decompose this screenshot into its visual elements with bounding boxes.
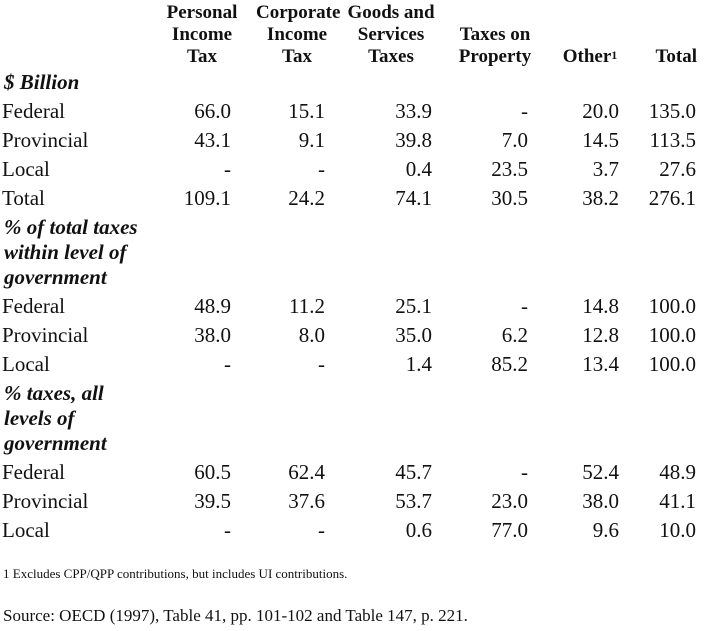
table-row: [0, 458, 705, 487]
table-row: [0, 97, 705, 126]
table-cell-gst: 35.0: [395, 323, 432, 347]
table-cell-prop: -: [521, 99, 528, 123]
table-cell-cit: 15.1: [288, 99, 325, 123]
table-cell-cit: 62.4: [288, 460, 325, 484]
table-cell-other: 38.2: [582, 186, 619, 210]
footnote: 1 Excludes CPP/QPP contributions, but includes UI contributions.: [3, 566, 348, 581]
table-row: [0, 155, 705, 184]
table-cell-gst: 74.1: [395, 186, 432, 210]
table-cell-pit: -: [224, 518, 231, 542]
table-cell-prop: -: [521, 460, 528, 484]
section-title: [0, 68, 705, 97]
table-row: [0, 126, 705, 155]
table-cell-pit: 39.5: [194, 489, 231, 513]
row-label: Federal: [2, 460, 65, 484]
section-title-text: % of total taxes within level of government: [4, 215, 138, 289]
header-corporate-income-tax: Corporate Income Tax: [256, 2, 341, 67]
section-title: [0, 213, 705, 292]
header-goods-services-taxes: Goods and Services Taxes: [347, 2, 435, 67]
table-cell-total: 48.9: [659, 460, 696, 484]
table-cell-prop: 30.5: [491, 186, 528, 210]
table-cell-total: 100.0: [648, 294, 696, 318]
header-total: Total: [655, 46, 697, 67]
table-cell-gst: 33.9: [395, 99, 432, 123]
row-label: Local: [2, 352, 50, 376]
table-cell-pit: 109.1: [183, 186, 231, 210]
table-cell-cit: -: [318, 157, 325, 181]
table-cell-pit: 38.0: [194, 323, 231, 347]
table-row: [0, 487, 705, 516]
table-cell-gst: 53.7: [395, 489, 432, 513]
table-cell-pit: 60.5: [194, 460, 231, 484]
table-cell-cit: 8.0: [298, 323, 325, 347]
table-cell-prop: 85.2: [491, 352, 528, 376]
table-row: [0, 350, 705, 379]
row-label: Provincial: [2, 128, 89, 152]
table-cell-cit: 11.2: [289, 294, 325, 318]
table-cell-total: 113.5: [649, 128, 696, 152]
table-cell-cit: -: [318, 518, 325, 542]
table-cell-other: 20.0: [582, 99, 619, 123]
table-row: [0, 516, 705, 545]
table-cell-pit: -: [224, 157, 231, 181]
table-cell-other: 14.5: [582, 128, 619, 152]
table-cell-total: 41.1: [659, 489, 696, 513]
table-cell-prop: 77.0: [491, 518, 528, 542]
header-row: [0, 0, 705, 68]
table-cell-other: 9.6: [592, 518, 619, 542]
row-label: Total: [2, 186, 45, 210]
row-label: Provincial: [2, 323, 89, 347]
table-cell-total: 100.0: [648, 352, 696, 376]
table-cell-gst: 25.1: [395, 294, 432, 318]
table-cell-other: 38.0: [582, 489, 619, 513]
table-cell-total: 27.6: [659, 157, 696, 181]
table-cell-pit: 48.9: [194, 294, 231, 318]
table-cell-gst: 1.4: [405, 352, 432, 376]
table-cell-other: 3.7: [592, 157, 619, 181]
table-cell-prop: -: [521, 294, 528, 318]
header-taxes-on-property: Taxes on Property: [458, 24, 532, 67]
header-personal-income-tax: Personal Income Tax: [166, 2, 238, 67]
row-label: Local: [2, 518, 50, 542]
section-title: [0, 379, 705, 458]
table-cell-pit: 66.0: [194, 99, 231, 123]
row-label: Federal: [2, 294, 65, 318]
row-label: Local: [2, 157, 50, 181]
section-title-text: % taxes, all levels of government: [4, 381, 107, 455]
table-cell-prop: 23.5: [491, 157, 528, 181]
table-row: [0, 321, 705, 350]
table-cell-other: 12.8: [582, 323, 619, 347]
table-cell-gst: 0.4: [405, 157, 432, 181]
table-cell-gst: 39.8: [395, 128, 432, 152]
table-cell-cit: 9.1: [298, 128, 325, 152]
table-cell-cit: 37.6: [288, 489, 325, 513]
section-header-row: [0, 213, 705, 292]
table-cell-prop: 7.0: [501, 128, 528, 152]
table-cell-total: 100.0: [648, 323, 696, 347]
table-body: [0, 68, 705, 545]
table-cell-pit: -: [224, 352, 231, 376]
header-other: [550, 0, 630, 68]
table-row: [0, 184, 705, 213]
footnote-marker: 1: [611, 48, 618, 62]
table-cell-total: 135.0: [648, 99, 696, 123]
table-cell-prop: 6.2: [501, 323, 528, 347]
source-note: Source: OECD (1997), Table 41, pp. 101-102 and Table 147, p. 221.: [3, 606, 468, 625]
section-header-row: [0, 379, 705, 458]
table-cell-other: 13.4: [582, 352, 619, 376]
table-cell-prop: 23.0: [491, 489, 528, 513]
table-cell-total: 10.0: [659, 518, 696, 542]
table-cell-gst: 45.7: [395, 460, 432, 484]
table-cell-cit: 24.2: [288, 186, 325, 210]
section-title-text: $ Billion: [4, 70, 80, 94]
section-header-row: [0, 68, 705, 97]
table-cell-pit: 43.1: [194, 128, 231, 152]
table-cell-gst: 0.6: [405, 518, 432, 542]
header-blank: [0, 0, 152, 68]
table-cell-total: 276.1: [648, 186, 696, 210]
table-cell-cit: -: [318, 352, 325, 376]
header-other-label: Other: [562, 46, 612, 67]
row-label: Provincial: [2, 489, 89, 513]
table-cell-other: 52.4: [582, 460, 619, 484]
table-cell-other: 14.8: [582, 294, 619, 318]
row-label: Federal: [2, 99, 65, 123]
table-row: [0, 292, 705, 321]
